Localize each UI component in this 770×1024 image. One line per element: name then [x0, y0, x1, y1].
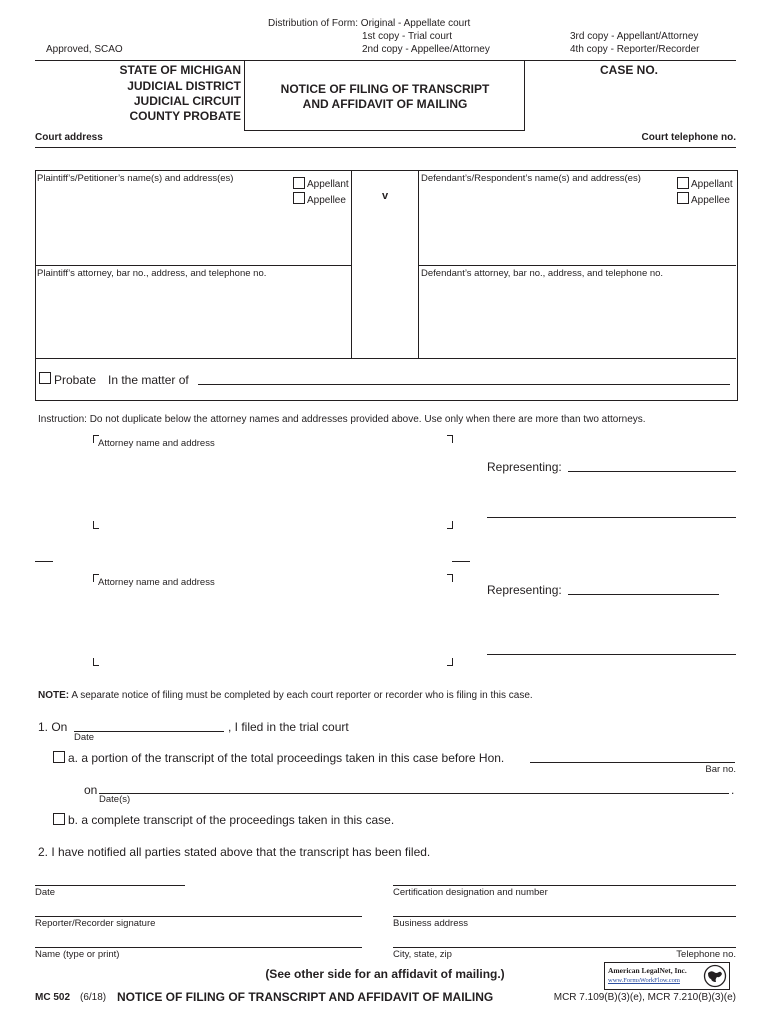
copy-4: 4th copy - Reporter/Recorder — [570, 44, 700, 55]
attorney-2-corner-br — [447, 658, 453, 666]
header-divider-2 — [524, 60, 525, 130]
note-body: A separate notice of filing must be completed by each court reporter or recorder who is filing in this case. — [71, 690, 533, 701]
on-label: on — [84, 783, 98, 797]
attorney-2-corner-bl — [93, 658, 99, 666]
distribution-label: Distribution of Form: Original - Appellate court — [268, 18, 471, 29]
note-text — [38, 690, 533, 701]
city-field[interactable] — [393, 947, 736, 948]
attorney-2-representing-field[interactable] — [568, 594, 719, 595]
form-number: MC 502 — [35, 992, 71, 1003]
parties-frame — [35, 170, 738, 401]
defendant-appellant-label: Appellant — [691, 179, 733, 190]
item-1-date-label: Date — [74, 732, 95, 743]
telephone-label: Telephone no. — [676, 949, 736, 960]
defendant-appellant-checkbox[interactable] — [677, 177, 689, 189]
dates-field[interactable] — [99, 793, 729, 794]
defendant-attorney-label: Defendant’s attorney, bar no., address, and telephone no. — [421, 268, 664, 279]
item-a-text: a. a portion of the transcript of the total proceedings taken in this case before Hon. — [68, 751, 505, 765]
attorney-2-representing-field-2[interactable] — [487, 654, 736, 655]
separator-right — [452, 561, 470, 562]
court-address-label: Court address — [35, 132, 103, 143]
separator-left — [35, 561, 53, 562]
dates-label: Date(s) — [99, 794, 131, 805]
attorney-1-label: Attorney name and address — [98, 438, 215, 449]
form-title-line-1: NOTICE OF FILING OF TRANSCRIPT — [280, 82, 490, 96]
state-of-michigan: STATE OF MICHIGAN — [119, 63, 241, 77]
logo-line-2: www.FormsWorkFlow.com — [608, 977, 680, 984]
header-divider-1 — [244, 60, 245, 130]
business-address-field[interactable] — [393, 916, 736, 917]
item-1-date-field[interactable] — [74, 731, 224, 732]
logo-line-1: American LegalNet, Inc. — [608, 966, 687, 975]
plaintiff-appellee-label: Appellee — [307, 195, 346, 206]
item-2-text: 2. I have notified all parties stated above that the transcript has been filed. — [38, 845, 431, 859]
plaintiff-name-label: Plaintiff’s/Petitioner’s name(s) and address(es) — [37, 173, 234, 184]
case-number-label: CASE NO. — [600, 63, 659, 77]
attorney-2-corner-tr — [447, 574, 453, 582]
signature-date-label: Date — [35, 887, 56, 898]
business-address-label: Business address — [393, 918, 468, 929]
attorney-1-representing-field[interactable] — [568, 471, 736, 472]
item-b-checkbox[interactable] — [53, 813, 65, 825]
defendant-left-edge — [418, 170, 419, 358]
plaintiff-attorney-label: Plaintiff’s attorney, bar no., address, and telephone no. — [37, 268, 267, 279]
copy-3: 3rd copy - Appellant/Attorney — [570, 31, 699, 42]
signature-field[interactable] — [35, 916, 362, 917]
matter-of-label: In the matter of — [108, 373, 189, 387]
court-rules: MCR 7.109(B)(3)(e), MCR 7.210(B)(3)(e) — [553, 992, 736, 1003]
bar-no-label: Bar no. — [705, 764, 736, 775]
header-title-bottom — [244, 130, 525, 131]
attorney-instruction: Instruction: Do not duplicate below the attorney names and addresses provided above. Use only when there are more than two attorneys. — [38, 414, 646, 425]
copy-2: 2nd copy - Appellee/Attorney — [362, 44, 490, 55]
item-a-checkbox[interactable] — [53, 751, 65, 763]
defendant-appellee-label: Appellee — [691, 195, 730, 206]
attorney-2-representing-label: Representing: — [487, 583, 562, 597]
name-label: Name (type or print) — [35, 949, 120, 960]
dates-period: . — [731, 783, 735, 797]
defendant-divider — [418, 265, 736, 266]
judge-name-field[interactable] — [530, 762, 735, 763]
defendant-appellee-checkbox[interactable] — [677, 192, 689, 204]
certification-label: Certification designation and number — [393, 887, 548, 898]
plaintiff-appellant-checkbox[interactable] — [293, 177, 305, 189]
name-field[interactable] — [35, 947, 362, 948]
city-label: City, state, zip — [393, 949, 452, 960]
matter-of-field[interactable] — [198, 384, 730, 385]
county-probate: COUNTY PROBATE — [129, 109, 241, 123]
probate-label: Probate — [54, 373, 97, 387]
probate-divider — [35, 358, 736, 359]
court-address-rule — [35, 147, 736, 148]
footer-form-title: NOTICE OF FILING OF TRANSCRIPT AND AFFIDAVIT OF MAILING — [117, 990, 494, 1004]
attorney-1-representing-field-2[interactable] — [487, 517, 736, 518]
attorney-1-representing-label: Representing: — [487, 460, 562, 474]
attorney-1-corner-bl — [93, 521, 99, 529]
judicial-circuit: JUDICIAL CIRCUIT — [133, 94, 241, 108]
header-top-rule — [35, 60, 736, 61]
signature-label: Reporter/Recorder signature — [35, 918, 156, 929]
see-other-side: (See other side for an affidavit of mailing.) — [265, 967, 505, 981]
item-b-text: b. a complete transcript of the proceedings taken in this case. — [68, 813, 395, 827]
globe-icon — [703, 964, 727, 988]
probate-checkbox[interactable] — [39, 372, 51, 384]
versus-label: v — [381, 190, 389, 202]
certification-field[interactable] — [393, 885, 736, 886]
note-bold: NOTE: — [38, 690, 70, 701]
attorney-1-corner-br — [447, 521, 453, 529]
attorney-1-corner-tr — [447, 435, 453, 443]
approved-scao: Approved, SCAO — [46, 44, 123, 55]
plaintiff-appellant-label: Appellant — [307, 179, 349, 190]
signature-date-field[interactable] — [35, 885, 185, 886]
court-telephone-label: Court telephone no. — [641, 132, 736, 143]
attorney-2-label: Attorney name and address — [98, 577, 215, 588]
judicial-district: JUDICIAL DISTRICT — [127, 79, 241, 93]
item-1-filed: , I filed in the trial court — [228, 720, 349, 734]
defendant-name-label: Defendant’s/Respondent’s name(s) and address(es) — [421, 173, 641, 184]
form-title-line-2: AND AFFIDAVIT OF MAILING — [302, 97, 468, 111]
american-legalnet-logo — [604, 962, 730, 990]
copy-1: 1st copy - Trial court — [362, 31, 453, 42]
form-revision: (6/18) — [80, 992, 107, 1003]
plaintiff-divider — [35, 265, 351, 266]
plaintiff-appellee-checkbox[interactable] — [293, 192, 305, 204]
item-1-on: 1. On — [38, 720, 68, 734]
